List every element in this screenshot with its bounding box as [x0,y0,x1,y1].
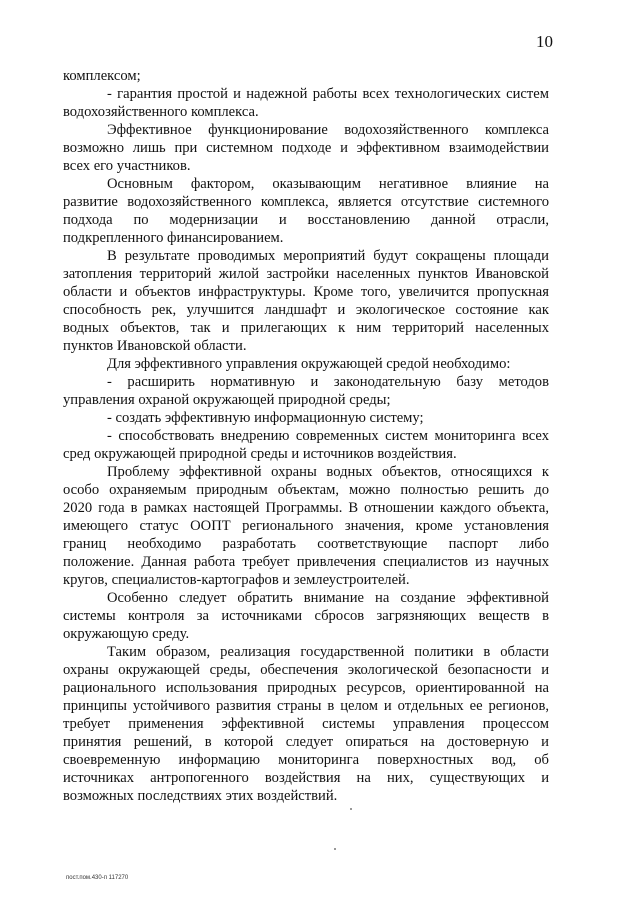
text-line: водохозяйственного комплекса. [63,104,259,120]
text-line: рационального использования природных ресурсов, ориентированной на [63,680,549,696]
text-line: 2020 года в рамках настоящей Программы. В отношении каждого объекта, [63,500,549,516]
text-line: подкрепленного финансированием. [63,230,284,246]
text-line: В результате проводимых мероприятий будут сокращены площади [107,248,549,264]
text-line: окружающую среду. [63,626,190,642]
text-line: возможно лишь при системном подходе и эффективном взаимодействии [63,140,549,156]
text-line: положение. Данная работа требует привлечения специалистов из научных [63,554,549,570]
scan-speck [334,848,336,850]
page-number: 10 [536,32,553,51]
text-line: принятия решений, в которой следует опираться на достоверную и [63,734,549,750]
text-line: - создать эффективную информационную систему; [107,410,424,426]
text-line: Эффективное функционирование водохозяйственного комплекса [107,122,549,138]
text-line: сред окружающей природной среды и источников воздействия. [63,446,457,462]
text-line: своевременную информацию мониторинга поверхностных вод, об [63,752,549,768]
text-line: способность рек, улучшится ландшафт и экологическое состояние как [63,302,549,318]
text-line: затопления территорий жилой застройки населенных пунктов Ивановской [63,266,549,282]
text-line: границ необходимо разработать соответствующие паспорт либо [63,536,549,552]
text-line: пунктов Ивановской области. [63,338,247,354]
text-line: Проблему эффективной охраны водных объектов, относящихся к [107,464,549,480]
text-line: имеющего статус ООПТ регионального значения, кроме установления [63,518,549,534]
text-line: кругов, специалистов-картографов и землеустроителей. [63,572,410,588]
text-line: развитие водохозяйственного комплекса, является отсутствие системного [63,194,549,210]
text-line: возможных последствиях этих воздействий. [63,788,338,804]
text-line: Для эффективного управления окружающей средой необходимо: [107,356,511,372]
text-line: охраны окружающей среды, обеспечения экологической безопасности и [63,662,549,678]
text-line: - гарантия простой и надежной работы всех технологических систем [107,86,549,102]
text-line: Основным фактором, оказывающим негативное влияние на [107,176,549,192]
text-line: подхода по модернизации и восстановлению данной отрасли, [63,212,549,228]
scan-speck [350,808,352,810]
text-line: всех его участников. [63,158,191,174]
text-line: системы контроля за источниками сбросов загрязняющих веществ в [63,608,549,624]
text-line: водных объектов, так и прилегающих к ним территорий населенных [63,320,549,336]
text-line: области и объектов инфраструктуры. Кроме того, увеличится пропускная [63,284,549,300]
text-line: требует применения эффективной системы управления процессом [63,716,549,732]
text-line: принципы устойчивого развития страны в целом и отдельных ее регионов, [63,698,549,714]
text-line: источниках антропогенного воздействия на них, существующих и [63,770,549,786]
footer-code: пост.пом.430-п 117270 [66,875,129,881]
text-line: Таким образом, реализация государственной политики в области [107,644,549,660]
text-line: особо охраняемым природным объектам, можно полностью решить до [63,482,549,498]
text-line: - расширить нормативную и законодательную базу методов [107,374,549,390]
text-line: Особенно следует обратить внимание на создание эффективной [107,590,549,606]
text-line: управления охраной окружающей природной среды; [63,392,391,408]
text-line: комплексом; [63,68,141,84]
text-line: - способствовать внедрению современных систем мониторинга всех [107,428,549,444]
